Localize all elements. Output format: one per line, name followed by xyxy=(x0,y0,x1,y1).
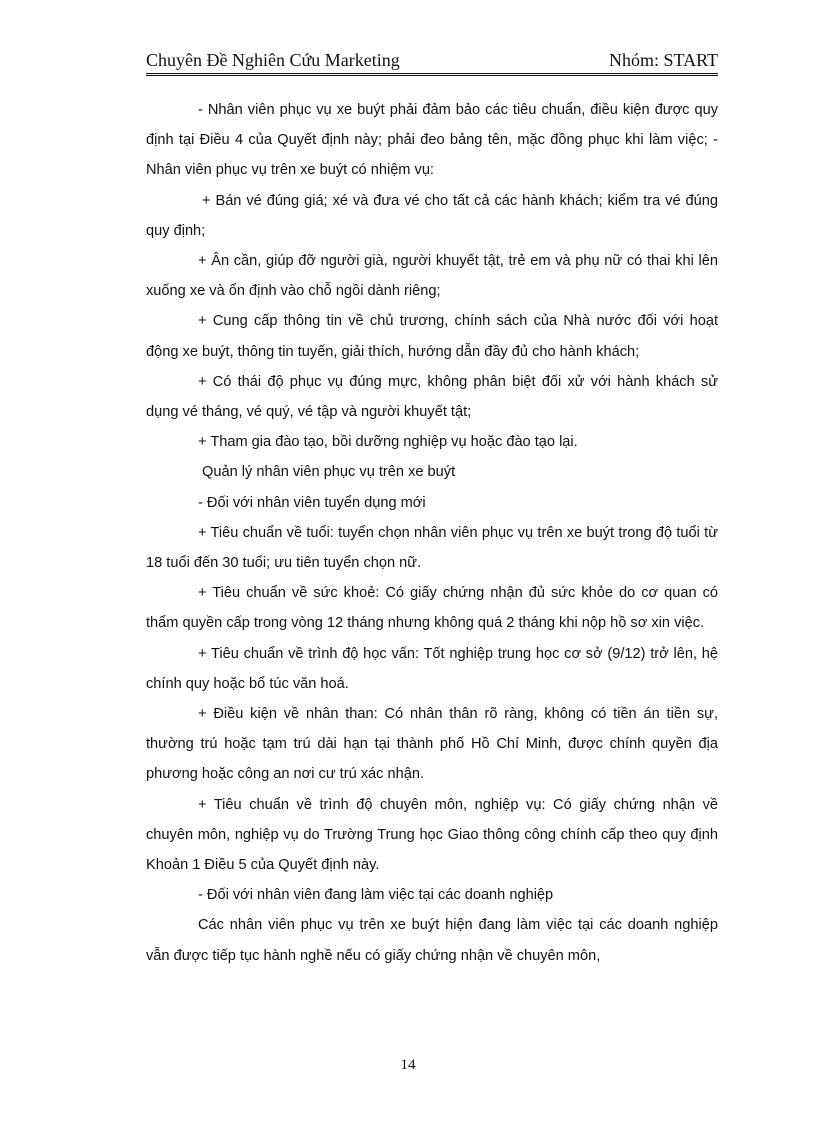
document-body xyxy=(146,95,718,971)
header-title: Chuyên Đề Nghiên Cứu Marketing xyxy=(146,50,400,70)
page-number: 14 xyxy=(400,1057,416,1073)
paragraph: Các nhân viên phục vụ trên xe buýt hiện đang làm việc tại các doanh nghiệp vẫn được tiếp tục hành nghề nếu có giấy chứng nhận về chuyên môn, xyxy=(146,917,718,964)
header-group: Nhóm: START xyxy=(609,50,718,70)
section-heading: Quản lý nhân viên phục vụ trên xe buýt xyxy=(202,464,456,481)
paragraph: + Tham gia đào tạo, bồi dưỡng nghiệp vụ hoặc đào tạo lại. xyxy=(198,434,578,451)
paragraph: + Cung cấp thông tin về chủ trương, chính sách của Nhà nước đối với hoạt động xe buýt, thông tin tuyến, giải thích, hướng dẫn đầy đủ cho hành khách; xyxy=(146,313,718,360)
page-header xyxy=(146,47,718,76)
paragraph: + Bán vé đúng giá; xé và đưa vé cho tất cả các hành khách; kiểm tra vé đúng quy định; xyxy=(146,192,718,239)
paragraph: - Đối với nhân viên đang làm việc tại các doanh nghiệp xyxy=(198,887,554,904)
paragraph: - Nhân viên phục vụ xe buýt phải đảm bảo các tiêu chuẩn, điều kiện được quy định tại Điều 4 của Quyết định này; phải đeo bảng tên, mặc đồng phục khi làm việc; - Nhân viên phục vụ trên xe buýt có nhiệm vụ: xyxy=(146,102,718,179)
paragraph: + Tiêu chuẩn về trình độ học vấn: Tốt nghiệp trung học cơ sở (9/12) trở lên, hệ chính quy hoặc bổ túc văn hoá. xyxy=(146,645,718,692)
paragraph: + Điều kiện về nhân than: Có nhân thân rõ ràng, không có tiền án tiền sự, thường trú hoặc tạm trú dài hạn tại thành phố Hồ Chí Minh, được chính quyền địa phương hoặc công an nơi cư trú xác nhận. xyxy=(146,706,718,783)
paragraph: + Tiêu chuẩn về tuổi: tuyển chọn nhân viên phục vụ trên xe buýt trong độ tuổi từ 18 tuổi đến 30 tuổi; ưu tiên tuyển chọn nữ. xyxy=(146,524,718,572)
paragraph: + Ân cần, giúp đỡ người già, người khuyết tật, trẻ em và phụ nữ có thai khi lên xuống xe và ổn định vào chỗ ngồi dành riêng; xyxy=(146,253,718,300)
paragraph: + Tiêu chuẩn về trình độ chuyên môn, nghiệp vụ: Có giấy chứng nhận về chuyên môn, nghiệp vụ do Trường Trung học Giao thông công chính cấp theo quy định Khoản 1 Điều 5 của Quyết định này. xyxy=(146,796,718,874)
paragraph: + Có thái độ phục vụ đúng mực, không phân biệt đối xử với hành khách sử dụng vé tháng, vé quý, vé tập và người khuyết tật; xyxy=(146,373,718,421)
paragraph: - Đối với nhân viên tuyển dụng mới xyxy=(198,494,426,511)
paragraph: + Tiêu chuẩn về sức khoẻ: Có giấy chứng nhận đủ sức khỏe do cơ quan có thẩm quyền cấp trong vòng 12 tháng nhưng không quá 2 tháng khi nộp hồ sơ xin việc. xyxy=(146,585,718,632)
